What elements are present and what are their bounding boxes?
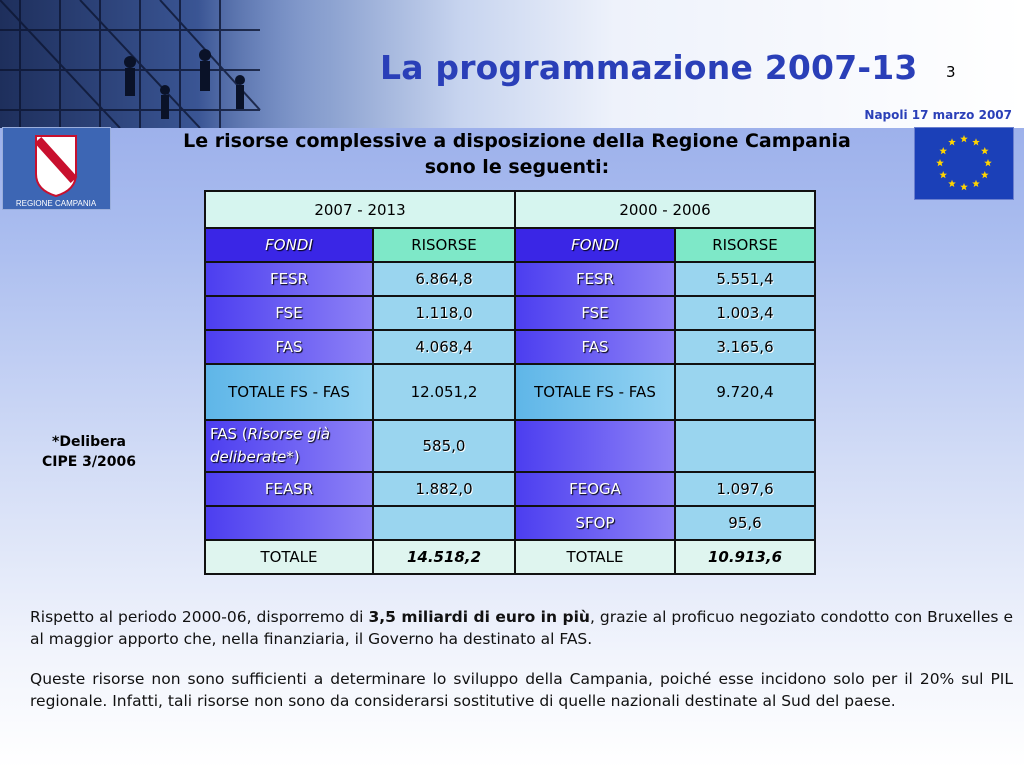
column-header-row [205, 228, 815, 262]
fund-value: 95,6 [675, 506, 815, 540]
table-row [205, 472, 815, 506]
fund-value [675, 420, 815, 472]
resources-table [204, 190, 816, 575]
fund-label: FAS [515, 330, 675, 364]
body-paragraph-1 [30, 606, 1013, 650]
logo-lettering: REGIONE CAMPANIA [15, 199, 97, 208]
period-header-row [205, 191, 815, 228]
fund-value: 1.097,6 [675, 472, 815, 506]
table-row [205, 364, 815, 420]
page-number: 3 [946, 63, 956, 81]
fund-value: 1.882,0 [373, 472, 515, 506]
fund-label [205, 506, 373, 540]
body-paragraph-2: Queste risorse non sono sufficienti a determinare lo sviluppo della Campania, poiché esse incidono solo per il 20% sul PIL regionale. Infatti, tali risorse non sono da considerarsi sostitutive di quelle nazionali destinate al Sud del paese. [30, 670, 1013, 710]
total-row [205, 540, 815, 574]
p1-text-a: Rispetto al periodo 2000-06, disporremo di [30, 608, 369, 626]
period-2007-2013: 2007 - 2013 [205, 191, 515, 228]
fund-label [515, 420, 675, 472]
header-photo [0, 0, 330, 128]
fund-label: SFOP [515, 506, 675, 540]
fund-label: FEOGA [515, 472, 675, 506]
subtitle [120, 128, 914, 180]
footnote-line-2: CIPE 3/2006 [41, 454, 136, 470]
eu-flag-logo [914, 127, 1014, 200]
fas-prefix: FAS ( [210, 425, 248, 443]
col-risorse-a: RISORSE [373, 228, 515, 262]
slide-date: Napoli 17 marzo 2007 [864, 108, 1012, 122]
fund-label: FEASR [205, 472, 373, 506]
p1-text-b: , grazie al proficuo negoziato condotto con Bruxelles e al maggior apporto che, nella finanziaria, il Governo ha destinato al FAS. [30, 608, 1013, 648]
total-label: TOTALE [205, 540, 373, 574]
total-value: 10.913,6 [675, 540, 815, 574]
footnote-delibera [30, 432, 148, 472]
fund-value [373, 506, 515, 540]
total-value: 14.518,2 [373, 540, 515, 574]
total-label: TOTALE [515, 540, 675, 574]
fund-label: FSE [205, 296, 373, 330]
fund-value: 5.551,4 [675, 262, 815, 296]
subtitle-line-2: sono le seguenti: [424, 156, 610, 178]
fas-suffix: ) [293, 448, 300, 466]
subtotal-label: TOTALE FS - FAS [205, 364, 373, 420]
regione-campania-logo [2, 127, 111, 210]
subtotal-value: 9.720,4 [675, 364, 815, 420]
col-fondi-b: FONDI [515, 228, 675, 262]
fund-value: 1.118,0 [373, 296, 515, 330]
slide-title: La programmazione 2007-13 [380, 48, 918, 87]
fund-value: 6.864,8 [373, 262, 515, 296]
fund-value: 1.003,4 [675, 296, 815, 330]
fund-label: FESR [515, 262, 675, 296]
col-risorse-b: RISORSE [675, 228, 815, 262]
fund-label: FESR [205, 262, 373, 296]
fund-label: FAS [205, 330, 373, 364]
table-row [205, 420, 815, 472]
table-row [205, 330, 815, 364]
table-row [205, 506, 815, 540]
fas-italic-note: Risorse già deliberate* [210, 425, 331, 466]
fund-value: 585,0 [373, 420, 515, 472]
fund-value: 3.165,6 [675, 330, 815, 364]
subtitle-line-1: Le risorse complessive a disposizione della Regione Campania [183, 130, 851, 152]
col-fondi-a: FONDI [205, 228, 373, 262]
subtotal-value: 12.051,2 [373, 364, 515, 420]
footnote-line-1: *Delibera [52, 434, 126, 450]
table-row [205, 296, 815, 330]
table-row [205, 262, 815, 296]
period-2000-2006: 2000 - 2006 [515, 191, 815, 228]
subtotal-label: TOTALE FS - FAS [515, 364, 675, 420]
fund-label: FSE [515, 296, 675, 330]
fund-label [205, 420, 373, 472]
fund-value: 4.068,4 [373, 330, 515, 364]
p1-bold: 3,5 miliardi di euro in più [368, 608, 590, 626]
